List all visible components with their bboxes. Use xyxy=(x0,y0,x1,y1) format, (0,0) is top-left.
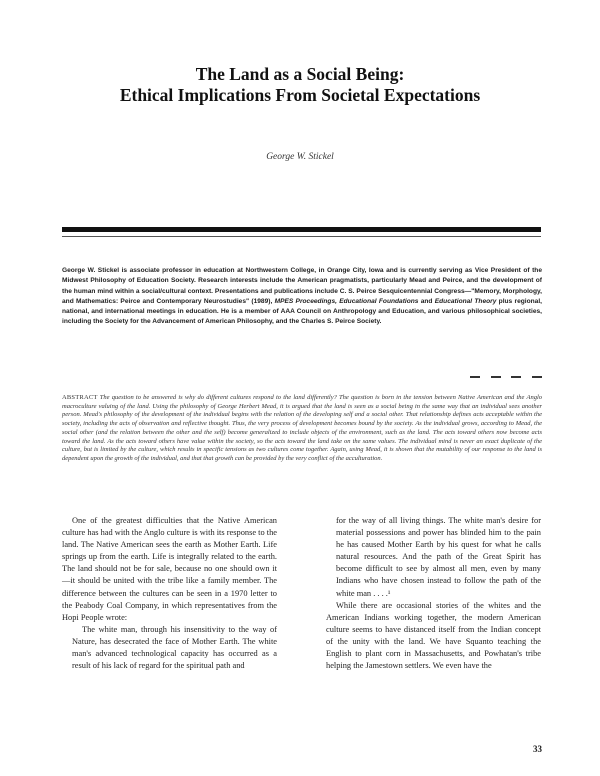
block-quote-end: for the way of all living things. The white man's desire for material possessions and power has blinded him to the pain he has caused Mother Earth by his quest for what he calls natural resources. And the path of the Great Spirit has become difficult to see by almost all men, even by many Indians who have chosen instead to follow the path of the white man . . . .¹ xyxy=(336,516,541,598)
header-rule-thick xyxy=(62,227,541,232)
body-column-left xyxy=(62,515,277,672)
dash-3 xyxy=(511,376,521,378)
abstract xyxy=(62,394,542,464)
title-line-1: The Land as a Social Being: xyxy=(195,64,405,84)
body-column-right xyxy=(326,515,541,672)
dash-2 xyxy=(491,376,501,378)
bio-text-1: George W. Stickel is associate professor in education at Northwestern College, in Orange City, Iowa and is currently serving as Vice President of the Midwest Philosophy of Education Society. Research interests include the American pragmatists, particularly Mead and Peirce, and the development of the human mind within a social/cultural context. Presentations and publications include C. S. Peirce Sesquicentennial Congress—"Memory, Morphology, and Mathematics: Peirce and Contemporary Neurostudies" (1989), xyxy=(62,267,542,305)
separator-dashes xyxy=(470,376,542,378)
bio-text-2: and xyxy=(418,297,435,305)
body-paragraph-1: One of the greatest difficulties that the Native American culture has had with the Anglo culture is with its response to the land. The Native American sees the earth as Mother Earth. Life springs up from the earth. Life is integrally related to the earth. The land should not be for sale, because no one should own it—it should be united with the tribe like a family member. The difference between the cultures can be seen in a 1970 letter to the Peabody Coal Company, in which representatives from the Hopi People wrote: xyxy=(62,516,277,622)
abstract-label: ABSTRACT xyxy=(62,394,98,401)
dash-4 xyxy=(532,376,542,378)
header-rule-thin xyxy=(62,236,541,237)
dash-1 xyxy=(470,376,480,378)
author-name: George W. Stickel xyxy=(266,152,334,162)
article-title xyxy=(40,64,560,106)
page-number: 33 xyxy=(533,744,542,754)
block-quote-start: The white man, through his insensitivity to the way of Nature, has desecrated the face of Mother Earth. The white man's advanced technological capacity has occurred as a result of his lack of regard for the spiritual path and xyxy=(72,624,277,671)
body-paragraph-2: While there are occasional stories of the whites and the American Indians working together, the modern American culture seems to have distanced itself from the Indian concept of the unity with the land. We have Squanto teaching the English to plant corn in Massachusetts, and Powhatan's tribe helping the Jamestown settlers. We even have the xyxy=(326,600,541,671)
abstract-text: The question to be answered is why do different cultures respond to the land differently? The question is born in the tension between Native American and the Anglo macroculture valuing of the land. Using the philosophy of George Herbert Mead, it is argued that the land is seen as a social being in the same way that an individual sees another person. Mead's philosophy of the development of the individual begins with the relation of the developing self and a social other. That relationship defines acts acceptable within the society, including the acts of observation and reflective thought. Thus, the very process of development becomes bound by the society. As the individual grows, according to Mead, the social other (and the relation between the other and the self) become generalized to include objects of the environment, such as the land. The acts toward others now become acts toward the land. As the acts toward others have value within the society, so the acts toward the land take on the same values. The individual mind is never an exact duplicate of the culture, but is limited by the culture, which results in specific tensions as two cultures come together. Again, using Mead, it is shown that the mutability of our response to the land is dependent upon the growth of the individual, and that that growth can be provided by the very conflict of the acculturation. xyxy=(62,394,542,462)
bio-publication-1: MPES Proceedings, Educational Foundations xyxy=(274,297,419,305)
title-line-2: Ethical Implications From Societal Expectations xyxy=(119,85,481,105)
bio-text-3: plus regional, national, and international meetings in education. He is a member of AAA Council on Anthropology and Education, and various philosophical societies, including the Society for the Advancement of American Philosophy, and the Charles S. Peirce Society. xyxy=(62,297,542,326)
bio-publication-2: Educational Theory xyxy=(434,297,497,305)
author-bio xyxy=(62,266,542,328)
